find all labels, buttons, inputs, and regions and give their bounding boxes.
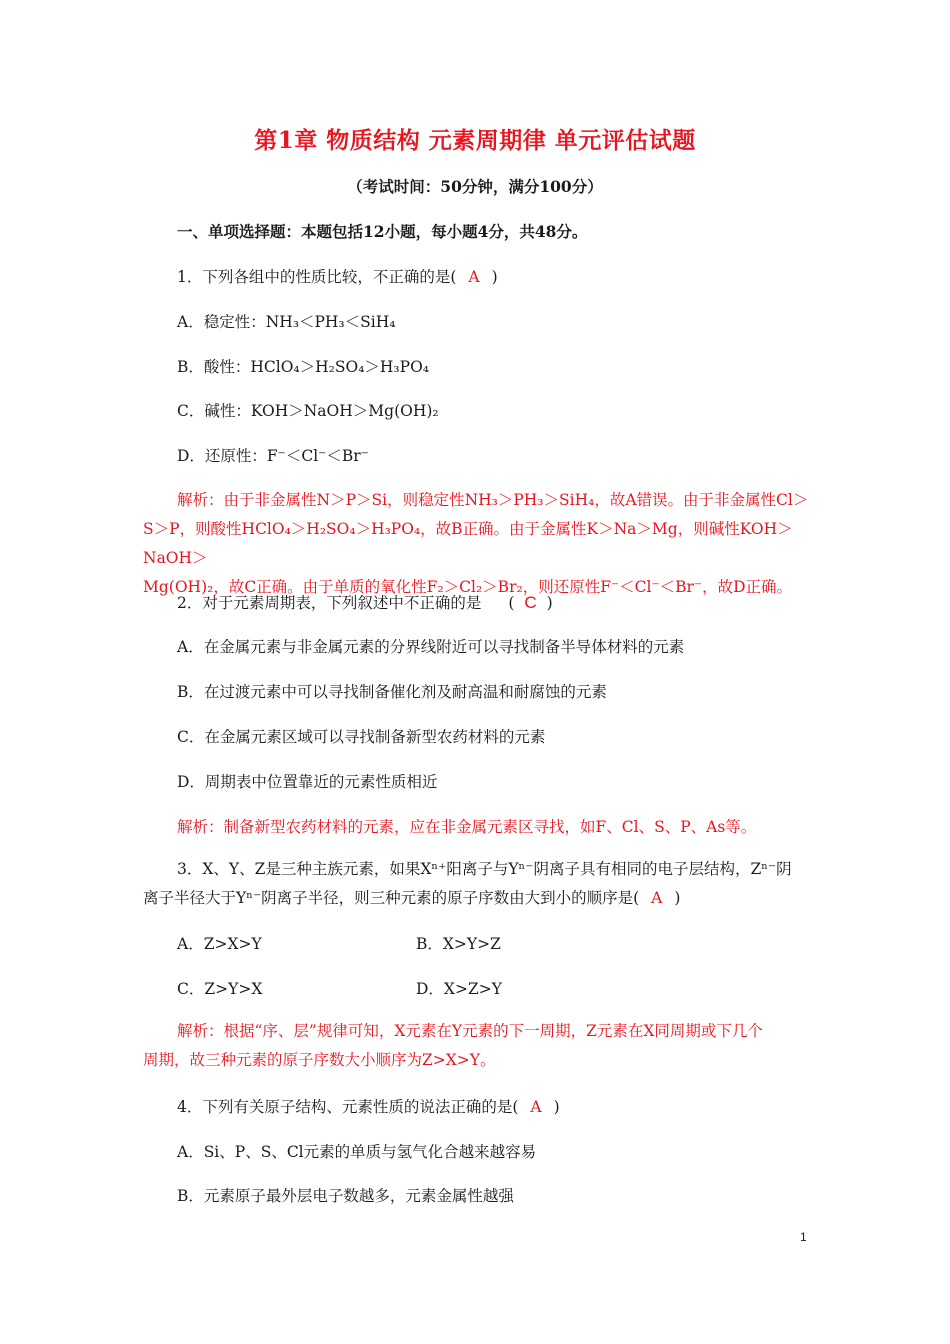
question-open: ( <box>508 594 515 612</box>
answer-mark: A <box>651 889 663 907</box>
question-4-option-a: A．Si、P、S、Cl元素的单质与氢气化合越来越容易 <box>177 1143 537 1161</box>
question-close: ) <box>546 594 553 612</box>
question-3-stem <box>143 855 813 913</box>
question-2-option-d: D．周期表中位置靠近的元素性质相近 <box>177 773 438 791</box>
question-1-option-c: C．碱性：KOH＞NaOH＞Mg(OH)₂ <box>177 402 439 420</box>
question-text: 2．对于元素周期表，下列叙述中不正确的是 <box>177 594 482 612</box>
page-title: 第1章 物质结构 元素周期律 单元评估试题 <box>254 127 696 154</box>
question-1-option-d: D．还原性：F⁻＜Cl⁻＜Br⁻ <box>177 447 369 465</box>
question-3-option-b: B．X>Y>Z <box>416 935 501 953</box>
question-3-option-a: A．Z>X>Y <box>177 935 262 953</box>
question-text: 3．X、Y、Z是三种主族元素，如果Xⁿ⁺阳离子与Yⁿ⁻阴离子具有相同的电子层结构，Zⁿ⁻阴 <box>177 860 792 878</box>
question-close: ) <box>491 268 498 286</box>
question-text: 离子半径大于Yⁿ⁻阴离子半径，则三种元素的原子序数由大到小的顺序是( <box>143 889 640 907</box>
question-1-explanation <box>143 486 813 602</box>
question-text: 4．下列有关原子结构、元素性质的说法正确的是( <box>177 1098 519 1116</box>
question-3-explanation <box>143 1017 813 1075</box>
exam-info: （考试时间：50分钟，满分100分） <box>347 177 603 196</box>
question-2-explanation: 解析：制备新型农药材料的元素，应在非金属元素区寻找，如F、Cl、S、P、As等。 <box>177 818 757 836</box>
question-text: 1．下列各组中的性质比较，不正确的是( <box>177 268 457 286</box>
question-text-line-2 <box>143 884 813 913</box>
question-1-option-a: A．稳定性：NH₃＜PH₃＜SiH₄ <box>177 313 396 331</box>
section-heading: 一、单项选择题：本题包括12小题，每小题4分，共48分。 <box>177 222 588 241</box>
explanation-line: S＞P，则酸性HClO₄＞H₂SO₄＞H₃PO₄，故B正确。由于金属性K＞Na＞Mg，则碱性KOH＞NaOH＞ <box>143 520 793 567</box>
question-close: ) <box>674 889 681 907</box>
explanation-line: 周期，故三种元素的原子序数大小顺序为Z>X>Y。 <box>143 1051 496 1069</box>
answer-mark: C <box>524 593 537 612</box>
question-3-option-c: C．Z>Y>X <box>177 980 263 998</box>
question-2-stem <box>177 591 553 613</box>
explanation-line: 解析：根据“序、层”规律可知，X元素在Y元素的下一周期，Z元素在X同周期或下几个 <box>177 1022 763 1040</box>
question-1-stem <box>177 265 498 287</box>
question-2-option-b: B．在过渡元素中可以寻找制备催化剂及耐高温和耐腐蚀的元素 <box>177 683 607 701</box>
page-number: 1 <box>800 1230 807 1244</box>
answer-mark: A <box>468 268 480 286</box>
question-4-stem <box>177 1095 560 1117</box>
question-2-option-a: A．在金属元素与非金属元素的分界线附近可以寻找制备半导体材料的元素 <box>177 638 685 656</box>
explanation-line: 解析：由于非金属性N＞P＞Si，则稳定性NH₃＞PH₃＞SiH₄，故A错误。由于非金属性Cl＞ <box>177 491 809 509</box>
explanation-line: Mg(OH)₂，故C正确。由于单质的氧化性F₂＞Cl₂＞Br₂，则还原性F⁻＜Cl⁻＜Br⁻，故D正确。 <box>143 578 793 596</box>
question-2-option-c: C．在金属元素区域可以寻找制备新型农药材料的元素 <box>177 728 546 746</box>
question-close: ) <box>553 1098 560 1116</box>
question-4-option-b: B．元素原子最外层电子数越多，元素金属性越强 <box>177 1187 514 1205</box>
question-3-option-d: D．X>Z>Y <box>416 980 502 998</box>
answer-mark: A <box>530 1098 542 1116</box>
question-1-option-b: B．酸性：HClO₄＞H₂SO₄＞H₃PO₄ <box>177 358 429 376</box>
